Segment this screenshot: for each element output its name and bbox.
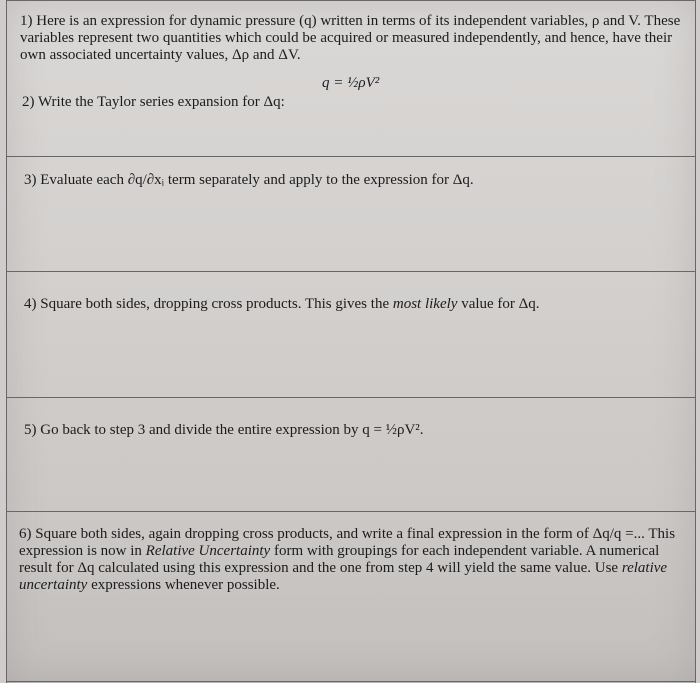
question-6-text: expressions whenever possible. (87, 577, 280, 593)
bottom-border (6, 681, 696, 682)
left-border (6, 0, 7, 683)
question-6-text: 6) Square both sides, again dropping cross products, and write a final expression in the form of Δq/q =... This expression is now in (19, 526, 676, 559)
divider (6, 156, 696, 157)
relative-uncertainty-emphasis: relative uncertainty (19, 560, 668, 593)
question-4-suffix: value for Δq. (457, 296, 540, 312)
divider (6, 511, 696, 512)
divider (6, 397, 696, 398)
question-4 (24, 296, 664, 313)
question-3: 3) Evaluate each ∂q/∂xᵢ term separately and apply to the expression for Δq. (24, 172, 474, 188)
question-6 (19, 526, 691, 594)
divider (6, 271, 696, 272)
question-4-text: 4) Square both sides, dropping cross products. This gives the (24, 296, 393, 312)
question-6-text: form with groupings for each independent variable. A numerical result for Δq calculated using this expression and the one from step 4 will yield the same value. Use (19, 543, 660, 576)
question-5: 5) Go back to step 3 and divide the entire expression by q = ½ρV². (24, 422, 424, 438)
top-border (6, 0, 696, 1)
question-4-emphasis: most likely (392, 296, 458, 312)
dynamic-pressure-formula: q = ½ρV² (322, 75, 380, 91)
question-2: 2) Write the Taylor series expansion for Δq: (22, 94, 285, 110)
right-border (695, 0, 696, 683)
question-1: 1) Here is an expression for dynamic pressure (q) written in terms of its independent variables, ρ and V. These variables represent two quantities which could be acquired or measured independently, and hence, have their own associated uncertainty values, Δρ and ΔV. (20, 13, 681, 63)
worksheet-page (6, 0, 696, 683)
relative-uncertainty-emphasis: Relative Uncertainty (145, 543, 271, 559)
